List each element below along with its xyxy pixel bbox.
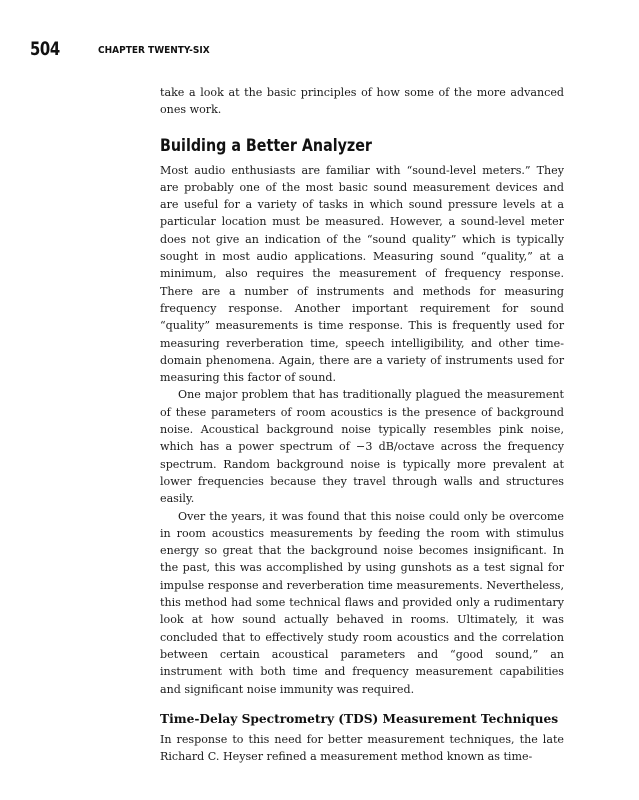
page-body — [160, 84, 564, 765]
body-paragraph-3: Over the years, it was found that this noise could only be overcome in room acoustics measurements by feeding the room with stimulus energy so great that the background noise becomes insignificant. In the past, this was accomplished by using gunshots as a test signal for impulse response and reverberation time measurements. Nevertheless, this method had some technical flaws and provided only a rudimentary look at how sound actually behaved in rooms. Ultimately, it was concluded that to effectively study room acoustics and the correlation between certain acoustical parameters and “good sound,” an instrument with both time and frequency measurement capabilities and significant noise immunity was required. — [160, 509, 564, 696]
body-paragraph-2: One major problem that has traditionally plagued the measurement of these parameters of room acoustics is the presence of background noise. Acoustical background noise typically resembles pink noise, which has a power spectrum of −3 dB/octave across the frequency spectrum. Random background noise is typically more prevalent at lower frequencies because they travel through walls and structures easily. — [160, 388, 564, 506]
body-paragraph-1: Most audio enthusiasts are familiar with “sound-level meters.” They are probably one of the most basic sound measurement devices and are useful for a variety of tasks in which sound pressure levels at a particular location must be measured. However, a sound-level meter does not give an indication of the “sound quality” which is typically sought in most audio applications. Measuring sound “quality,” at a minimum, also requires the measurement of frequency response. There are a number of instruments and methods for measuring frequency response. Another important requirement for sound “quality” measurements is time response. This is frequently used for measuring reverberation time, speech intelligibility, and other time-domain phenomena. Again, there are a variety of instruments used for measuring this factor of sound. — [160, 163, 564, 385]
subsection-paragraph: In response to this need for better measurement techniques, the late Richard C. Heyser refined a measurement method known as time- — [160, 732, 564, 764]
intro-paragraph: take a look at the basic principles of how some of the more advanced ones work. — [160, 86, 564, 117]
section-heading: Building a Better Analyzer — [160, 135, 372, 156]
subsection-heading: Time-Delay Spectrometry (TDS) Measurement Techniques — [160, 711, 559, 726]
chapter-label: CHAPTER TWENTY-SIX — [98, 45, 210, 56]
page-number: 504 — [30, 38, 60, 60]
